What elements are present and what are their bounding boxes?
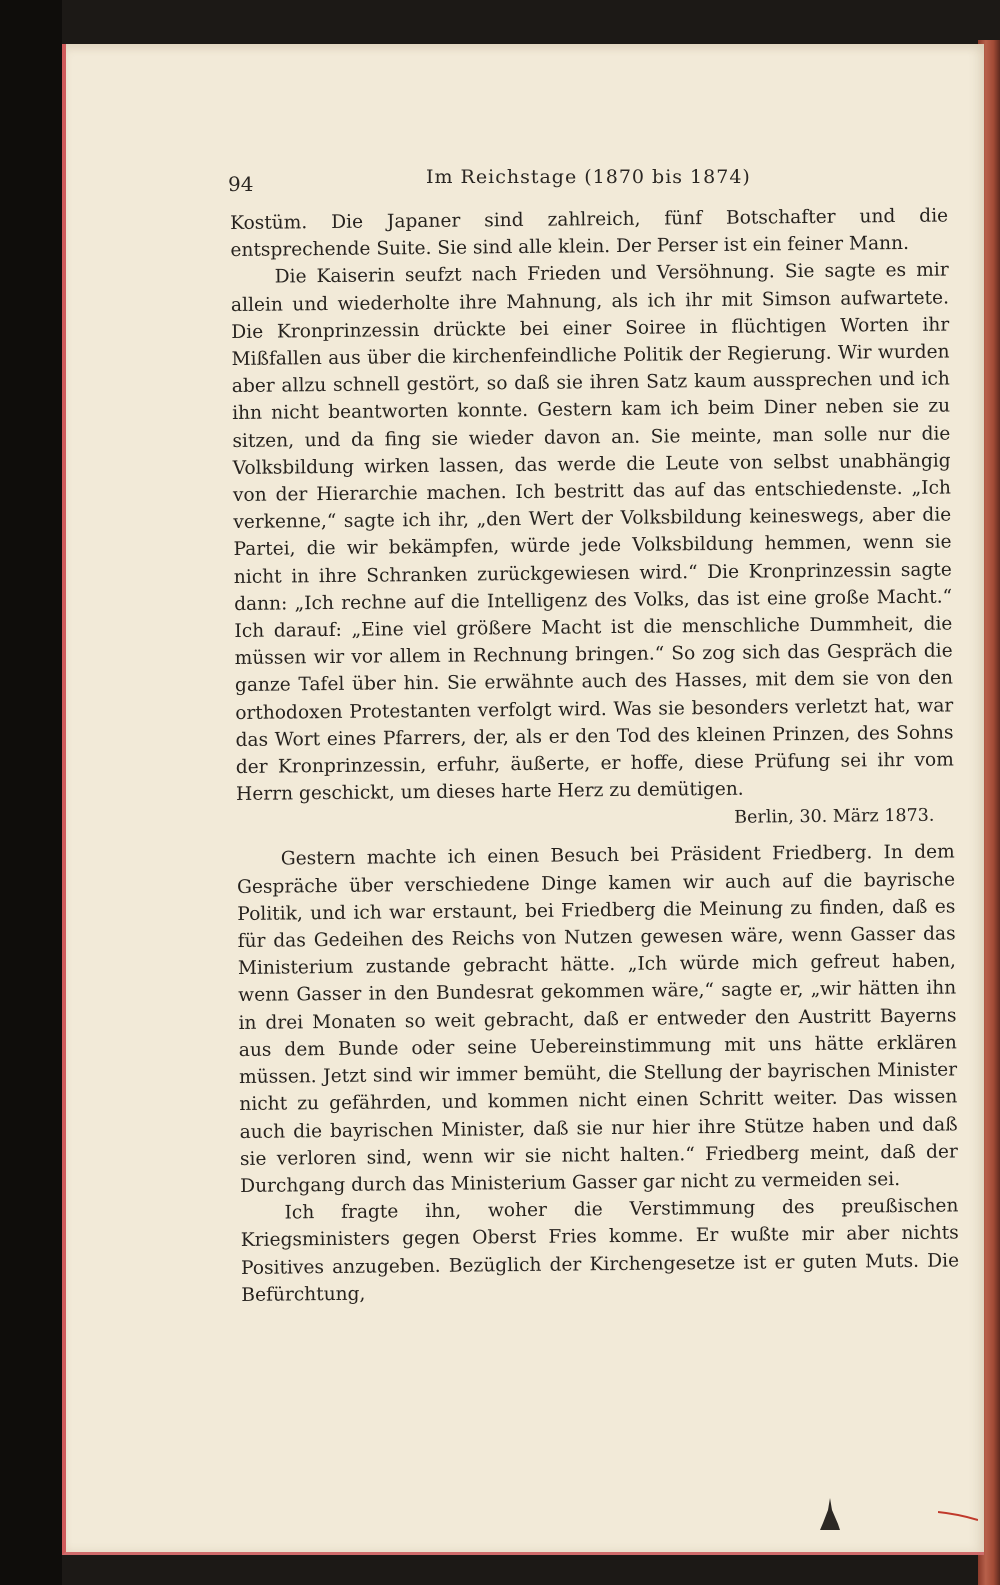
paragraph-4: Ich fragte ihn, woher die Verstimmung des preußischen Kriegsministers gegen Oberst Fries komme. Er wußte mir aber nichts Positives anzugeben. Bezüglich der Kirchengesetze ist er guten Muts. Die Befürchtung, — [240, 1195, 960, 1306]
ink-mark-icon — [818, 1496, 842, 1530]
body-text — [230, 202, 959, 1308]
paragraph-2: Die Kaiserin seufzt nach Frieden und Versöhnung. Sie sagte es mir allein und wiederholte ihre Mahnung, als ich ihr mit Simson aufwartete. Die Kronprinzessin drückte bei einer Soiree in flüchtigen Worten ihr Mißfallen aus über die kirchenfeindliche Politik der Regierung. Wir wurden aber allzu schnell gestört, so daß sie ihren Satz kaum aussprechen und ich ihn nicht beantworten konnte. Gestern kam ich beim Diner neben sie zu sitzen, und da fing sie wieder davon an. Sie meinte, man solle nur die Volksbildung wirken lassen, das werde die Leute von selbst unabhängig von der Hierarchie machen. Ich bestritt das auf das entschiedenste. „Ich verkenne,“ sagte ich ihr, „den Wert der Volksbildung keineswegs, aber die Partei, die wir bekämpfen, würde jede Volksbildung hemmen, wenn sie nicht in ihre Schranken zurückgewiesen wird.“ Die Kronprinzessin sagte dann: „Ich rechne auf die Intelligenz des Volks, das ist eine große Macht.“ Ich darauf: „Eine viel größere Macht ist die menschliche Dummheit, die müssen wir vor allem in Rechnung bringen.“ So zog sich das Gespräch die ganze Tafel über hin. Sie erwähnte auch des Hasses, mit dem sie von den orthodoxen Protestanten verfolgt wird. Was sie besonders verletzt hat, war das Wort eines Pfarrers, der, als er den Tod des kleinen Prinzen, des Sohns der Kronprinzessin, erfuhr, äußerte, er hoffe, diese Prüfung sei ihr vom Herrn geschickt, um dieses harte Herz zu demütigen. — [230, 259, 954, 806]
paragraph-1: Kostüm. Die Japaner sind zahlreich, fünf Botschafter und die entsprechende Suite. Sie sind alle klein. Der Perser ist ein feiner Mann. — [230, 205, 949, 262]
red-edge-mark-icon — [938, 1510, 978, 1522]
scan-backdrop — [0, 0, 62, 1585]
page-header — [228, 166, 908, 196]
dateline: Berlin, 30. März 1873. — [734, 806, 935, 829]
paragraph-3: Gestern machte ich einen Besuch bei Präsident Friedberg. In dem Gespräche über verschiedene Dinge kamen wir auch auf die bayrische Politik, und ich war erstaunt, bei Friedberg die Meinung zu finden, daß es für das Gedeihen des Reichs von Nutzen gewesen wäre, wenn Gasser das Ministerium zustande gebracht hätte. „Ich würde mich gefreut haben, wenn Gasser in den Bundesrat gekommen wäre,“ sagte er, „wir hätten ihn in drei Monaten so weit gebracht, daß er entweder den Austritt Bayerns aus dem Bunde oder seine Uebereinstimmung mit uns hätte erklären müssen. Jetzt sind wir immer bemüht, die Stellung der bayrischen Minister nicht zu gefährden, und kommen nicht einen Schritt weiter. Das wissen auch die bayrischen Minister, daß sie nur hier ihre Stütze haben und daß sie verloren sind, wenn wir sie nicht halten.“ Friedberg meint, daß der Durchgang durch das Ministerium Gasser gar nicht zu vermeiden sei. — [236, 841, 959, 1197]
running-head: Im Reichstage (1870 bis 1874) — [426, 166, 751, 188]
page-number: 94 — [228, 172, 254, 196]
